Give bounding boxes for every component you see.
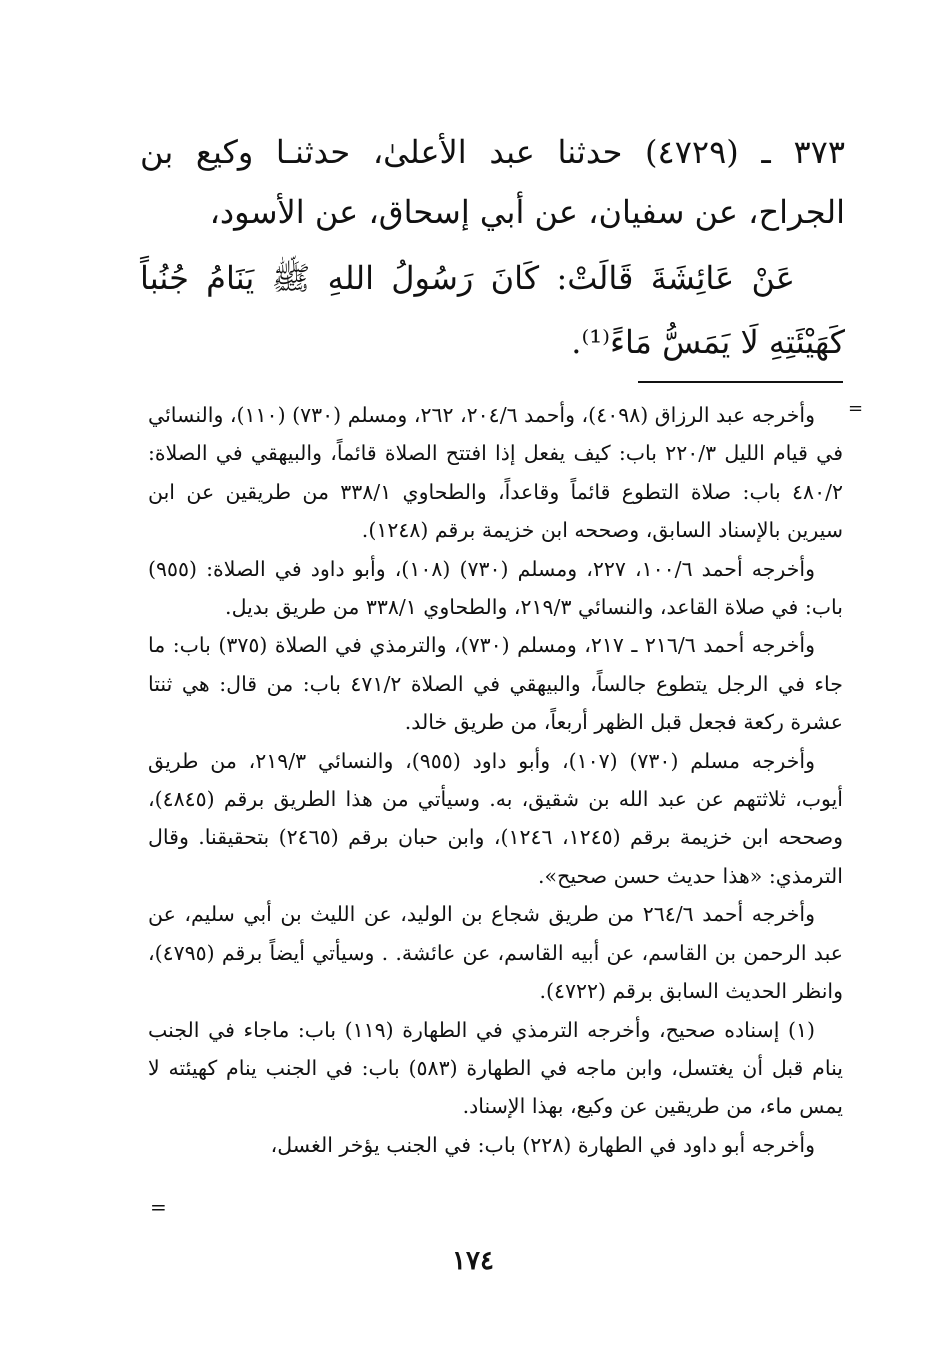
footnote-paragraph: وأخرجه مسلم (٧٣٠) (١٠٧)، وأبو داود (٩٥٥)، والنسائي ٢١٩/٣، من طريق أيوب، ثلاثتهم عن عبد الله بن شقيق، به. وسيأتي من هذا الطريق برقم (٤٨٤٥)، وصححه ابن خزيمة برقم (١٢٤٥، ١٢٤٦)، وابن حبان برقم (٢٤٦٥) بتحقيقنا. وقال الترمذي: «هذا حديث حسن صحيح». [148,748,844,888]
footnote-paragraph: وأخرجه أحمد ٢١٦/٦ ـ ٢١٧، ومسلم (٧٣٠)، والترمذي في الصلاة (٣٧٥) باب: ما جاء في الرجل يتطوع جالساً، والبيهقي في الصلاة ٤٧١/٢ باب: من قال: هي ثنتا عشرة ركعة فجعل قبل الظهر أربعاً، من طريق خالد. [148,633,843,735]
footnote-paragraph: وأخرجه أحمد ٢٦٤/٦ من طريق شجاع بن الوليد، عن الليث بن أبي سليم، عن عبد الرحمن بن القاسم، عن أبيه القاسم، عن عائشة. . وسيأتي أيضاً برقم (٤٧٩٥)، وانظر الحديث السابق برقم (٤٧٢٢). [148,902,843,1004]
footnote-paragraph: وأخرجه أحمد ١٠٠/٦، ٢٢٧، ومسلم (٧٣٠) (١٠٨)، وأبو داود في الصلاة: (٩٥٥) باب: في صلاة القاعد، والنسائي ٢١٩/٣، والطحاوي ٣٣٨/١ من طريق بديل. [148,556,843,620]
page-number: ١٧٤ [452,1246,494,1276]
hadith-matn: عَنْ عَائِشَةَ قَالَتْ: كَانَ رَسُولُ اللهِ ﷺ يَنَامُ جُنُباً كَهَيْئَتِهِ لَا يَمَسُّ مَاءً⁽¹⁾. [140,259,845,361]
footnote-paragraph: (١) إسناده صحيح، وأخرجه الترمذي في الطهارة (١١٩) باب: ماجاء في الجنب ينام قبل أن يغتسل، وابن ماجه في الطهارة (٥٨٣) باب: في الجنب ينام كهيئته لا يمس ماء، من طريقين عن وكيع، بهذا الإسناد. [148,1017,843,1119]
footnote-paragraph: وأخرجه عبد الرزاق (٤٠٩٨)، وأحمد ٢٠٤/٦، ٢٦٢، ومسلم (٧٣٠) (١١٠)، والنسائي في قيام الليل ٢٢٠/٣ باب: كيف يفعل إذا افتتح الصلاة قائماً، والبيهقي في الصلاة: ٤٨٠/٢ باب: صلاة التطوع قائماً وقاعداً، والطحاوي ٣٣٨/١ من طريقين عن ابن سيرين بالإسناد السابق، وصححه ابن خزيمة برقم (١٢٤٨). [148,403,843,543]
footnote-continuation-mark: = [848,398,864,419]
hadith-isnad: ٣٧٣ ـ (٤٧٢٩) حدثنا عبد الأعلىٰ، حدثنـا وكيع بن الجراح، عن سفيان، عن أبي إسحاق، عن الأسود، [140,133,846,231]
main-text [140,122,845,374]
footnotes [148,396,843,1164]
footnote-end-mark: = [150,1195,167,1219]
footnote-paragraph: وأخرجه أبو داود في الطهارة (٢٢٨) باب: في الجنب يؤخر الغسل، [270,1132,815,1157]
footnote-separator [638,381,843,383]
